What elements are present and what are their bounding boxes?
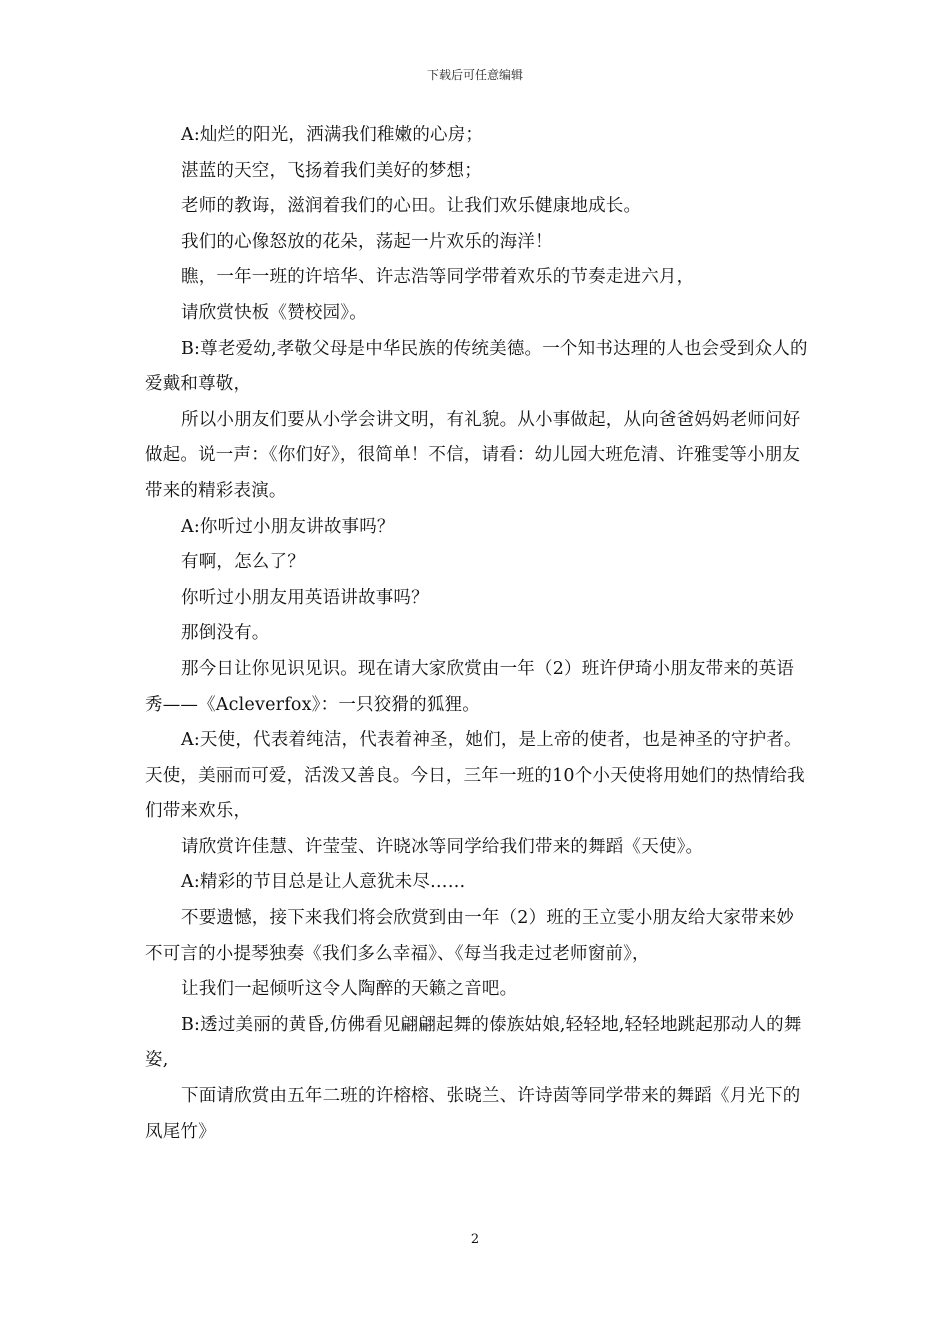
paragraph: 下面请欣赏由五年二班的许榕榕、张晓兰、许诗茵等同学带来的舞蹈《月光下的凤尾竹》: [145, 1086, 801, 1142]
paragraph: 所以小朋友们要从小学会讲文明，有礼貌。从小事做起，从向爸爸妈妈老师问好做起。说一声：《你们好》，很简单！不信，请看：幼儿园大班危清、许雅雯等小朋友带来的精彩表演。: [145, 409, 801, 501]
paragraph: 让我们一起倾听这令人陶醉的天籁之音吧。: [181, 979, 518, 1000]
paragraph: 我们的心像怒放的花朵，荡起一片欢乐的海洋！: [181, 231, 553, 252]
paragraph: A:你听过小朋友讲故事吗？: [181, 516, 395, 537]
paragraph: 有啊，怎么了？: [181, 552, 305, 573]
paragraph: A:精彩的节目总是让人意犹未尽……: [181, 872, 466, 893]
page-number: 2: [470, 1232, 480, 1247]
paragraph: B:尊老爱幼,孝敬父母是中华民族的传统美德。一个知书达理的人也会受到众人的爱戴和尊敬，: [145, 338, 808, 395]
document-body: [145, 118, 809, 1150]
paragraph: 不要遗憾，接下来我们将会欣赏到由一年（2）班的王立雯小朋友给大家带来妙不可言的小提琴独奏《我们多么幸福》、《每当我走过老师窗前》，: [145, 908, 795, 964]
paragraph: 瞧，一年一班的许培华、许志浩等同学带着欢乐的节奏走进六月，: [181, 267, 695, 288]
page-header: 下载后可任意编辑: [426, 68, 523, 82]
paragraph: 老师的教诲，滋润着我们的心田。让我们欢乐健康地成长。: [181, 196, 642, 217]
paragraph: 湛蓝的天空，飞扬着我们美好的梦想；: [181, 160, 482, 181]
paragraph: 你听过小朋友用英语讲故事吗？: [181, 587, 429, 608]
paragraph: A:灿烂的阳光，洒满我们稚嫩的心房；: [181, 125, 484, 145]
paragraph: 请欣赏快板《赞校园》。: [181, 302, 367, 323]
paragraph: 请欣赏许佳慧、许莹莹、许晓冰等同学给我们带来的舞蹈《天使》。: [181, 836, 704, 857]
paragraph: A:天使，代表着纯洁，代表着神圣，她们，是上帝的使者，也是神圣的守护者。天使，美丽而可爱，活泼又善良。今日，三年一班的10个小天使将用她们的热情给我们带来欢乐，: [145, 730, 805, 822]
paragraph: 那倒没有。: [181, 623, 270, 644]
paragraph: B:透过美丽的黄昏,仿佛看见翩翩起舞的傣族姑娘,轻轻地,轻轻地跳起那动人的舞姿,: [145, 1014, 802, 1071]
paragraph: 那今日让你见识见识。现在请大家欣赏由一年（2）班许伊琦小朋友带来的英语秀——《Acleverfox》：一只狡猾的狐狸。: [145, 658, 795, 715]
